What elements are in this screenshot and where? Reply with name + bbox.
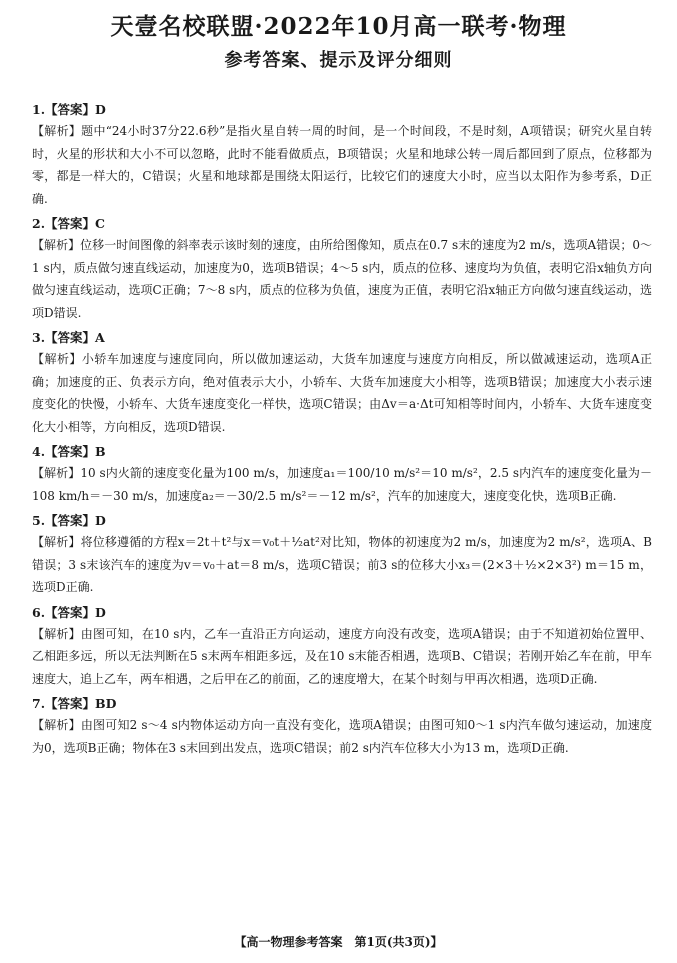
question-6 — [32, 603, 652, 691]
question-5 — [32, 511, 652, 599]
question-2 — [32, 214, 652, 324]
page-footer: 【高一物理参考答案 第1页(共3页)】 — [234, 935, 443, 949]
analysis-text: 【解析】小轿车加速度与速度同向，所以做加速运动，大货车加速度与速度方向相反，所以做减速运动，选项A正确；加速度的正、负表示方向，绝对值表示大小，小轿车、大货车加速度大小相等，选项B错误；加速度大小表示速度变化的快慢，小轿车、大货车速度变化一样快，选项C错误；由Δv＝a·Δt可知相等时间内，小轿车、大货车速度变化大小相等，方向相反，选项D错误. — [32, 352, 652, 434]
answer-head: 7.【答案】BD — [32, 696, 117, 711]
analysis-text: 【解析】位移一时间图像的斜率表示该时刻的速度，由所给图像知，质点在0.7 s末的速度为2 m/s，选项A错误；0～1 s内，质点做匀速直线运动，加速度为0，选项B错误；4～5 s内，质点的位移、速度均为负值，表明它沿x轴负方向做匀速直线运动，选项C正确；7～8 s内，质点的位移为负值，速度为正值，表明它沿x轴正方向做匀速直线运动，选项D错误. — [32, 238, 652, 320]
answer-head: 3.【答案】A — [32, 330, 105, 345]
analysis-text: 【解析】10 s内火箭的速度变化量为100 m/s，加速度a₁＝100/10 m/s²＝10 m/s²，2.5 s内汽车的速度变化量为－108 km/h＝－30 m/s，加速度a₂＝－30/2.5 m/s²＝－12 m/s²，汽车的加速度大，速度变化快，选项B正确. — [32, 466, 652, 503]
question-1 — [32, 100, 652, 210]
analysis-text: 【解析】将位移遵循的方程x＝2t＋t²与x＝v₀t＋½at²对比知，物体的初速度为2 m/s，加速度为2 m/s²，选项A、B错误；3 s末该汽车的速度为v＝v₀＋at＝8 m/s，选项C错误；前3 s的位移大小x₃＝(2×3＋½×2×3²) m＝15 m，选项D正确. — [32, 535, 652, 594]
answer-head: 4.【答案】B — [32, 444, 106, 459]
answer-head: 6.【答案】D — [32, 604, 106, 620]
answer-head: 1.【答案】D — [32, 102, 106, 117]
page-title: 天壹名校联盟·2022年10月高一联考·物理 — [110, 13, 567, 40]
page-subtitle: 参考答案、提示及评分细则 — [224, 50, 453, 71]
question-7 — [32, 694, 652, 759]
analysis-text: 【解析】题中“24小时37分22.6秒”是指火星自转一周的时间，是一个时间段，不是时刻，A项错误；研究火星自转时，火星的形状和大小不可以忽略，此时不能看做质点，B项错误；火星和地球公转一周后都回到了原点，位移都为零，都是一样大的，C错误；火星和地球都是围绕太阳运行，比较它们的速度大小时，应当以太阳作为参考系，D正确. — [32, 124, 652, 206]
answer-head: 2.【答案】C — [32, 216, 105, 231]
analysis-text: 【解析】由图可知2 s～4 s内物体运动方向一直没有变化，选项A错误；由图可知0～1 s内汽车做匀速运动，加速度为0，选项B正确；物体在3 s末回到出发点，选项C错误；前2 s内汽车位移大小为13 m，选项D正确. — [32, 718, 652, 755]
question-4 — [32, 442, 652, 507]
answer-head: 5.【答案】D — [32, 513, 106, 528]
analysis-text: 【解析】由图可知，在10 s内，乙车一直沿正方向运动，速度方向没有改变，选项A错误；由于不知道初始位置甲、乙相距多远，所以无法判断在5 s末两车相距多远，及在10 s末能否相遇，选项B、C错误；若刚开始乙车在前，甲车速度大，追上乙车，两车相遇，之后甲在乙的前面，乙的速度增大，在某个时刻与甲再次相遇，选项D正确. — [32, 626, 652, 686]
answer-list — [32, 100, 652, 763]
question-3 — [32, 328, 652, 438]
